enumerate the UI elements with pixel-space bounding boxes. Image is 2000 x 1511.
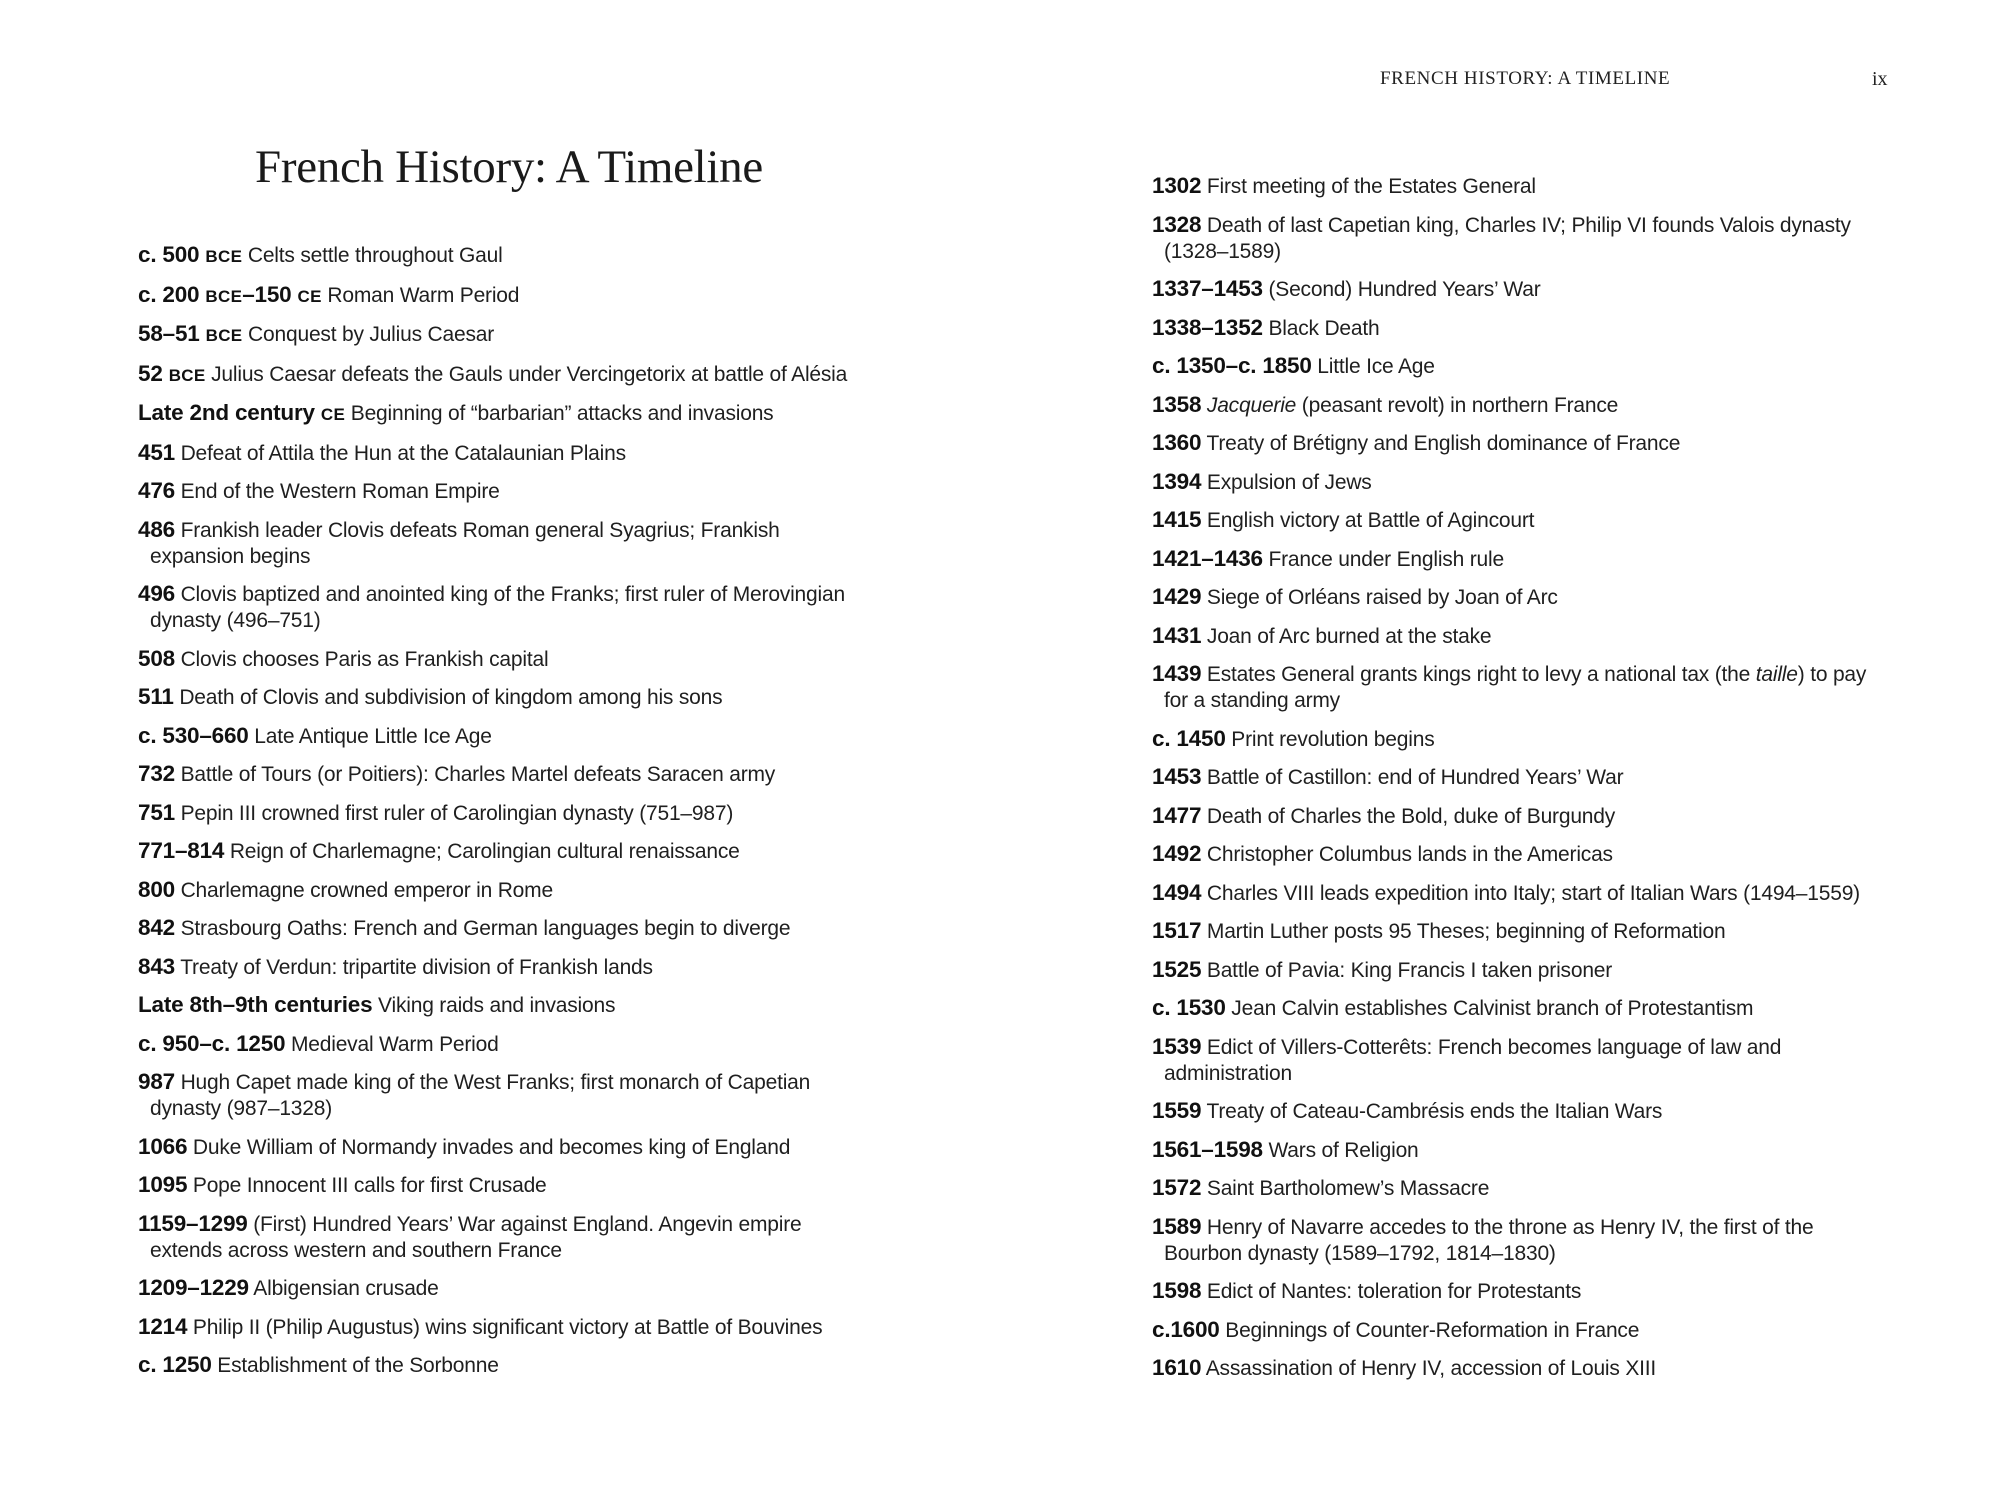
entry-description: Viking raids and invasions: [372, 994, 616, 1017]
timeline-entry: [138, 1314, 878, 1341]
timeline-entry: [1152, 1034, 1892, 1087]
entry-description: Medieval Warm Period: [285, 1032, 499, 1056]
entry-description: Reign of Charlemagne; Carolingian cultural renaissance: [224, 840, 740, 863]
timeline-entry: [1152, 584, 1892, 611]
timeline-entry: [1152, 1355, 1892, 1382]
entry-description: Print revolution begins: [1225, 727, 1435, 751]
entry-description: Establishment of the Sorbonne: [211, 1354, 499, 1377]
entry-description: Roman Warm Period: [321, 283, 520, 307]
entry-era: CE: [320, 405, 346, 424]
timeline-entry: [1152, 841, 1892, 868]
entry-description: Celts settle throughout Gaul: [242, 244, 503, 267]
timeline-entry: [1152, 315, 1892, 342]
timeline-entry: [138, 1172, 878, 1199]
timeline-entry: [1152, 995, 1892, 1022]
entry-date: 1453: [1152, 764, 1202, 789]
entry-description: Charles VIII leads expedition into Italy; start of Italian Wars (1494–1559): [1201, 881, 1860, 905]
entry-description: Philip II (Philip Augustus) wins significant victory at Battle of Bouvines: [187, 1315, 823, 1339]
entry-description: (peasant revolt) in northern France: [1296, 393, 1619, 417]
entry-description: Conquest by Julius Caesar: [242, 323, 495, 346]
entry-description: Julius Caesar defeats the Gauls under Vercingetorix at battle of Alésia: [205, 362, 848, 386]
entry-date: 751: [138, 799, 175, 825]
timeline-entry: [1152, 1175, 1892, 1202]
entry-date: 496: [138, 581, 175, 606]
entry-description: Albigensian crusade: [248, 1277, 439, 1300]
entry-description: Beginnings of Counter-Reformation in France: [1219, 1318, 1640, 1342]
entry-date: c. 530–660: [138, 722, 249, 748]
entry-description: Edict of Nantes: toleration for Protestants: [1201, 1280, 1582, 1303]
timeline-entry: [1152, 1214, 1892, 1267]
entry-description: Treaty of Brétigny and English dominance of France: [1201, 432, 1681, 455]
timeline-entry: [138, 761, 878, 788]
entry-date: c. 1250: [138, 1352, 212, 1377]
entry-description: Wars of Religion: [1262, 1138, 1419, 1162]
entry-date: 511: [138, 684, 174, 709]
timeline-entry: [138, 1275, 878, 1302]
entry-description: Battle of Tours (or Poitiers): Charles Martel defeats Saracen army: [174, 763, 776, 786]
timeline-entry: [1152, 764, 1892, 791]
entry-description: Saint Bartholomew’s Massacre: [1201, 1177, 1490, 1200]
timeline-entry: [1152, 173, 1892, 200]
entry-description: Hugh Capet made king of the West Franks; first monarch of Capetian dynasty (987–1328): [150, 1071, 811, 1120]
entry-date: 1539: [1152, 1033, 1202, 1059]
entry-description: Treaty of Verdun: tripartite division of Frankish lands: [174, 955, 653, 979]
timeline-entry: [1152, 507, 1892, 534]
entry-description: First meeting of the Estates General: [1201, 175, 1536, 198]
entry-date: 800: [138, 876, 175, 902]
timeline-list-right: [1152, 173, 1892, 1394]
entry-date: 1431: [1152, 622, 1202, 648]
entry-date: 1214: [138, 1313, 188, 1339]
entry-date: 1559: [1152, 1098, 1202, 1123]
entry-date: 1429: [1152, 584, 1202, 609]
timeline-entry: [138, 877, 878, 904]
entry-description: Siege of Orléans raised by Joan of Arc: [1201, 586, 1558, 609]
timeline-entry: [1152, 276, 1892, 303]
page-title: French History: A Timeline: [255, 141, 763, 193]
entry-description: Martin Luther posts 95 Theses; beginning of Reformation: [1201, 920, 1726, 943]
entry-date: 1358: [1152, 391, 1202, 417]
entry-date: 1338–1352: [1152, 314, 1263, 340]
entry-description: Duke William of Normandy invades and becomes king of England: [187, 1135, 791, 1159]
entry-description: Beginning of “barbarian” attacks and invasions: [345, 402, 774, 425]
timeline-entry: [138, 440, 878, 467]
timeline-entry: [1152, 392, 1892, 419]
timeline-entry: [1152, 661, 1892, 714]
entry-date: 1525: [1152, 956, 1202, 982]
entry-description: Clovis baptized and anointed king of the Franks; first ruler of Merovingian dynasty (496–751): [150, 583, 845, 632]
entry-description: Edict of Villers-Cotterêts: French becomes language of law and administration: [1164, 1035, 1782, 1085]
entry-description: Treaty of Cateau-Cambrésis ends the Italian Wars: [1201, 1100, 1663, 1123]
entry-date: c. 500: [138, 242, 206, 267]
entry-description: Death of Charles the Bold, duke of Burgundy: [1201, 804, 1616, 828]
entry-description: Pepin III crowned first ruler of Carolingian dynasty (751–987): [174, 801, 734, 825]
entry-date: 732: [138, 761, 175, 786]
entry-date: 771–814: [138, 838, 225, 863]
entry-description: Battle of Pavia: King Francis I taken prisoner: [1201, 958, 1613, 982]
entry-date: 508: [138, 645, 175, 671]
entry-description: Jean Calvin establishes Calvinist branch of Protestantism: [1225, 997, 1754, 1020]
entry-description: Strasbourg Oaths: French and German languages begin to diverge: [174, 917, 791, 940]
entry-date: 1159–1299: [138, 1210, 248, 1236]
timeline-entry: [1152, 623, 1892, 650]
entry-date: c.1600: [1152, 1316, 1220, 1342]
entry-date: Late 2nd century: [138, 400, 321, 425]
entry-date: 842: [138, 915, 175, 940]
entry-description: End of the Western Roman Empire: [174, 480, 500, 503]
entry-date: 1610: [1152, 1355, 1202, 1380]
entry-description-italic: Jacquerie: [1201, 393, 1297, 417]
timeline-entry: [138, 915, 878, 942]
timeline-entry: [138, 400, 878, 428]
timeline-entry: [138, 1211, 878, 1264]
entry-date: 1492: [1152, 841, 1202, 866]
entry-date: 1598: [1152, 1278, 1202, 1303]
entry-description: (First) Hundred Years’ War against England. Angevin empire extends across western and southern France: [150, 1212, 802, 1262]
entry-description: Defeat of Attila the Hun at the Catalaunian Plains: [174, 441, 626, 465]
timeline-entry: [138, 1031, 878, 1058]
page-number: ix: [1872, 68, 1888, 90]
entry-description: Expulsion of Jews: [1201, 470, 1372, 494]
timeline-entry: [138, 646, 878, 673]
entry-description-italic: taille: [1755, 663, 1798, 686]
timeline-entry: [1152, 1278, 1892, 1305]
entry-date-end: –150: [242, 281, 298, 307]
timeline-entry: [1152, 1098, 1892, 1125]
timeline-entry: [138, 581, 878, 634]
entry-date: 1572: [1152, 1175, 1202, 1200]
entry-date: 1394: [1152, 468, 1202, 494]
entry-date: 1337–1453: [1152, 276, 1263, 301]
entry-era: BCE: [168, 365, 206, 385]
timeline-entry: [1152, 212, 1892, 265]
timeline-entry: [1152, 957, 1892, 984]
running-head: FRENCH HISTORY: A TIMELINE: [1380, 68, 1671, 89]
entry-description: Henry of Navarre accedes to the throne as Henry IV, the first of the Bourbon dynasty (1589–1792, 1814–1830): [1164, 1215, 1814, 1265]
entry-date: c. 1350–c. 1850: [1152, 353, 1312, 378]
right-page: [1000, 0, 2000, 1511]
timeline-entry: [138, 723, 878, 750]
entry-era: BCE: [205, 247, 243, 266]
entry-date: 476: [138, 478, 175, 503]
entry-description: Pope Innocent III calls for first Crusade: [187, 1174, 547, 1197]
entry-date: c. 1450: [1152, 725, 1226, 751]
entry-date: 1095: [138, 1172, 188, 1197]
entry-description-tail: ) to pay for a standing army: [1164, 663, 1867, 712]
entry-date: 52: [138, 360, 169, 386]
entry-date: 1302: [1152, 173, 1202, 198]
entry-description: (Second) Hundred Years’ War: [1262, 278, 1541, 301]
timeline-entry: [1152, 726, 1892, 753]
timeline-entry: [138, 282, 878, 310]
entry-description: Death of last Capetian king, Charles IV; Philip VI founds Valois dynasty (1328–1589): [1164, 213, 1851, 263]
entry-date: 1477: [1152, 802, 1202, 828]
entry-date: 486: [138, 516, 175, 542]
entry-date: 58–51: [138, 321, 206, 346]
entry-date: 1494: [1152, 879, 1202, 905]
timeline-entry: [138, 321, 878, 349]
entry-description: France under English rule: [1262, 547, 1504, 571]
entry-date: 1066: [138, 1133, 188, 1159]
entry-date: 1209–1229: [138, 1275, 249, 1300]
entry-date: 987: [138, 1069, 175, 1094]
timeline-entry: [1152, 1137, 1892, 1164]
entry-description: Battle of Castillon: end of Hundred Years’ War: [1201, 766, 1624, 789]
entry-description: Joan of Arc burned at the stake: [1201, 624, 1492, 648]
entry-description: Charlemagne crowned emperor in Rome: [174, 878, 553, 902]
timeline-entry: [138, 242, 878, 270]
timeline-entry: [1152, 546, 1892, 573]
entry-description: Clovis chooses Paris as Frankish capital: [174, 647, 549, 671]
entry-date: 1328: [1152, 211, 1202, 237]
timeline-entry: [138, 1069, 878, 1122]
timeline-entry: [138, 1134, 878, 1161]
timeline-entry: [138, 1352, 878, 1379]
entry-era-end: CE: [297, 286, 322, 306]
entry-description: Little Ice Age: [1311, 355, 1435, 378]
entry-date: c. 200: [138, 281, 206, 307]
timeline-entry: [1152, 1317, 1892, 1344]
entry-date: 1360: [1152, 430, 1202, 455]
entry-description: Late Antique Little Ice Age: [248, 724, 492, 748]
entry-description: Black Death: [1262, 316, 1380, 340]
timeline-entry: [138, 684, 878, 711]
timeline-entry: [1152, 430, 1892, 457]
timeline-entry: [1152, 353, 1892, 380]
entry-date: 1439: [1152, 661, 1202, 686]
entry-date: 1415: [1152, 507, 1202, 532]
timeline-entry: [138, 517, 878, 570]
entry-description: Assassination of Henry IV, accession of Louis XIII: [1201, 1357, 1657, 1380]
entry-date: 843: [138, 953, 175, 979]
entry-description: Frankish leader Clovis defeats Roman general Syagrius; Frankish expansion begins: [150, 518, 780, 568]
entry-era: BCE: [205, 286, 243, 306]
timeline-entry: [1152, 918, 1892, 945]
entry-description: Christopher Columbus lands in the Americas: [1201, 843, 1613, 866]
entry-description: English victory at Battle of Agincourt: [1201, 509, 1535, 532]
timeline-entry: [1152, 803, 1892, 830]
timeline-entry: [138, 361, 878, 389]
entry-date: c. 1530: [1152, 995, 1226, 1020]
entry-date: 1517: [1152, 918, 1202, 943]
entry-description: Estates General grants kings right to levy a national tax (the: [1201, 663, 1756, 686]
entry-era: BCE: [205, 326, 243, 345]
timeline-list-left: [138, 242, 878, 1391]
entry-date: Late 8th–9th centuries: [138, 992, 373, 1017]
entry-date: 1561–1598: [1152, 1136, 1263, 1162]
timeline-entry: [1152, 469, 1892, 496]
entry-date: c. 950–c. 1250: [138, 1030, 286, 1056]
entry-date: 1421–1436: [1152, 545, 1263, 571]
timeline-entry: [138, 478, 878, 505]
timeline-entry: [138, 800, 878, 827]
entry-description: Death of Clovis and subdivision of kingdom among his sons: [173, 686, 723, 709]
timeline-entry: [138, 838, 878, 865]
timeline-entry: [138, 992, 878, 1019]
entry-date: 1589: [1152, 1213, 1202, 1239]
timeline-entry: [1152, 880, 1892, 907]
entry-date: 451: [138, 439, 175, 465]
timeline-entry: [138, 954, 878, 981]
